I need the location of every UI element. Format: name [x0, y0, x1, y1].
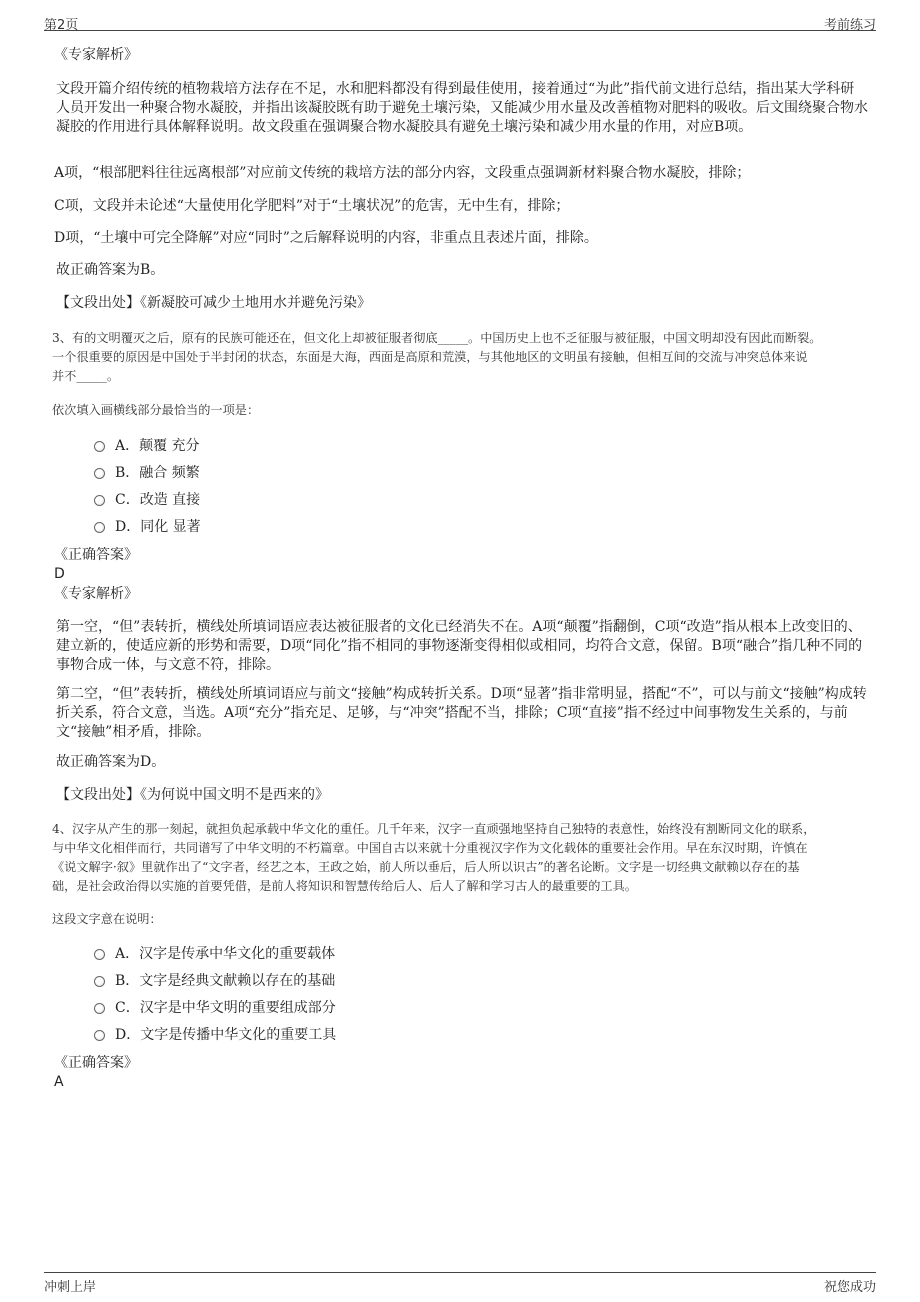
q3-stem [52, 329, 872, 386]
radio-icon[interactable] [94, 949, 105, 960]
q4-answer-title: 《正确答案》 [54, 1055, 138, 1071]
q3-option-a[interactable]: A．颠覆 充分 [94, 437, 200, 455]
q4-option-a[interactable]: A．汉字是传承中华文化的重要载体 [94, 945, 335, 963]
q4-option-b[interactable]: B．文字是经典文献赖以存在的基础 [94, 972, 335, 990]
q3-analysis-paragraph-1: 第一空，“但”表转折，横线处所填词语应表达被征服者的文化已经消失不在。A项“颠覆”指翻倒，C项“改造”指从根本上改变旧的、建立新的，使适应新的形势和需要，D项“同化”指不相同的事物逐渐变得相似或相同，均符合文意，保留。B项“融合”指几种不同的事物合成一体，与文意不符，排除。 [56, 619, 863, 673]
q3-option-c[interactable]: C．改造 直接 [94, 491, 200, 509]
q3-prompt: 依次填入画横线部分最恰当的一项是： [52, 403, 260, 417]
footer-left-text: 冲刺上岸 [44, 1280, 97, 1295]
radio-icon[interactable] [94, 1003, 105, 1014]
q4-stem-line: 与中华文化相伴而行，共同谱写了中华文明的不朽篇章。中国自古以来就十分重视汉字作为文化载体的重要社会作用。早在东汉时期，许慎在 [52, 841, 808, 855]
q2-conclusion: 故正确答案为B。 [56, 262, 165, 278]
q4-stem-line: 4、汉字从产生的那一刻起，就担负起承载中华文化的重任。几千年来，汉字一直顽强地坚持自己独特的表意性，始终没有割断同文化的联系， [52, 822, 816, 836]
q4-option-d[interactable]: D．文字是传播中华文化的重要工具 [94, 1026, 336, 1044]
q2-analysis-title: 《专家解析》 [54, 47, 138, 63]
footer-right-text: 祝您成功 [823, 1280, 876, 1295]
q4-stem [52, 820, 872, 896]
q4-stem-line: 《说文解字·叙》里就作出了“文字者，经艺之本，王政之始，前人所以垂后，后人所以识古”的著名论断。文字是一切经典文献赖以存在的基 [52, 860, 800, 874]
q3-option-b[interactable]: B．融合 频繁 [94, 464, 200, 482]
radio-icon[interactable] [94, 522, 105, 533]
q3-conclusion: 故正确答案为D。 [56, 754, 166, 770]
q3-answer-title: 《正确答案》 [54, 547, 138, 563]
q2-analysis-option-a: A项，“根部肥料往往远离根部”对应前文传统的栽培方法的部分内容，文段重点强调新材料聚合物水凝胶，排除； [54, 165, 751, 181]
radio-icon[interactable] [94, 441, 105, 452]
q3-analysis-title: 《专家解析》 [54, 586, 138, 602]
page-footer [44, 1272, 876, 1293]
q2-analysis-option-d: D项，“土壤中可完全降解”对应“同时”之后解释说明的内容，非重点且表述片面，排除。 [54, 230, 598, 246]
radio-icon[interactable] [94, 976, 105, 987]
q3-analysis-paragraph-2: 第二空，“但”表转折，横线处所填词语应与前文“接触”构成转折关系。D项“显著”指非常明显，搭配“不”，可以与前文“接触”构成转折关系，符合文意，当选。A项“充分”指充足、足够，与“冲突”搭配不当，排除；C项“直接”指不经过中间事物发生关系的，与前文“接触”相矛盾，排除。 [56, 686, 867, 740]
q3-stem-line: 一个很重要的原因是中国处于半封闭的状态，东面是大海，西面是高原和荒漠，与其他地区的文明虽有接触，但相互间的交流与冲突总体来说 [52, 350, 808, 364]
q3-source: 【文段出处】《为何说中国文明不是西来的》 [56, 787, 329, 803]
radio-icon[interactable] [94, 1030, 105, 1041]
page-number: 第2页 [44, 18, 79, 33]
q2-analysis-paragraph: 文段开篇介绍传统的植物栽培方法存在不足，水和肥料都没有得到最佳使用，接着通过“为此”指代前文进行总结，指出某大学科研人员开发出一种聚合物水凝胶，并指出该凝胶既有助于避免土壤污染，又能减少用水量及改善植物对肥料的吸收。后文围绕聚合物水凝胶的作用进行具体解释说明。故文段重在强调聚合物水凝胶具有避免土壤污染和减少用水量的作用，对应B项。 [56, 81, 868, 135]
q2-analysis-option-c: C项，文段并未论述“大量使用化学肥料”对于“土壤状况”的危害，无中生有，排除； [54, 198, 570, 214]
q4-prompt: 这段文字意在说明： [52, 912, 162, 926]
q3-answer: D [54, 566, 65, 582]
q4-option-c[interactable]: C．汉字是中华文明的重要组成部分 [94, 999, 336, 1017]
q4-answer: A [54, 1074, 64, 1090]
q3-stem-line: 并不_____。 [52, 369, 120, 383]
header-title: 考前练习 [823, 18, 876, 33]
q3-option-d[interactable]: D．同化 显著 [94, 518, 201, 536]
radio-icon[interactable] [94, 468, 105, 479]
page-header [44, 12, 876, 31]
q3-stem-line: 3、有的文明覆灭之后，原有的民族可能还在，但文化上却被征服者彻底_____。中国历史上也不乏征服与被征服，中国文明却没有因此而断裂。 [52, 331, 822, 345]
q4-stem-line: 础，是社会政治得以实施的首要凭借，是前人将知识和智慧传给后人、后人了解和学习古人的最重要的工具。 [52, 879, 637, 893]
radio-icon[interactable] [94, 495, 105, 506]
q2-source: 【文段出处】《新凝胶可减少土地用水并避免污染》 [56, 295, 371, 311]
